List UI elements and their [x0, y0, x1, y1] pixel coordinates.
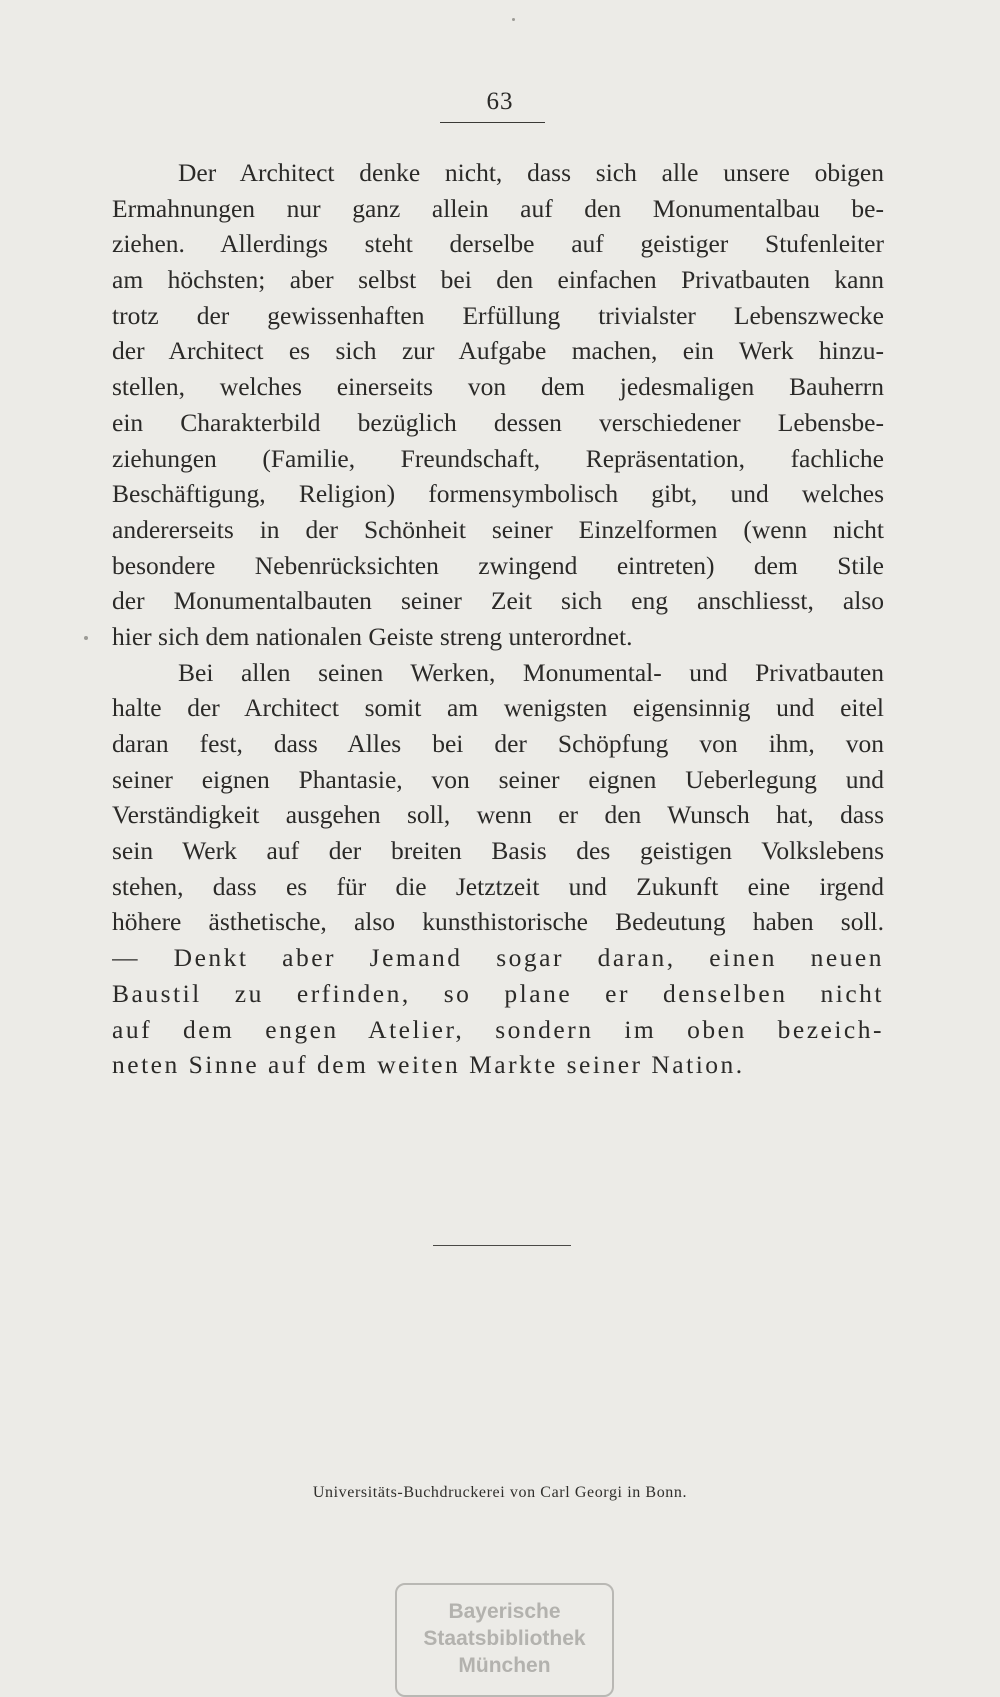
stamp-line: Bayerische: [448, 1600, 561, 1623]
spaced-text-line: auf dem engen Atelier, sondern im oben bezeich-: [112, 1014, 884, 1044]
body-text: [112, 155, 884, 1083]
printer-imprint: Universitäts-Buchdruckerei von Carl Georgi in Bonn.: [312, 1484, 688, 1501]
text-line: trotz der gewissenhaften Erfüllung trivialster Lebenszwecke: [112, 300, 884, 330]
stamp-line: Staatsbibliothek: [423, 1627, 586, 1650]
page-number-rule: [440, 122, 545, 123]
text-line: Ermahnungen nur ganz allein auf den Monumentalbau be-: [112, 193, 884, 223]
stamp-line: München: [458, 1654, 551, 1677]
paper-speck: [512, 18, 515, 21]
text-line: sein Werk auf der breiten Basis des geistigen Volkslebens: [112, 836, 884, 866]
text-line: Beschäftigung, Religion) formensymbolisch gibt, und welches: [112, 479, 884, 509]
text-line: seiner eignen Phantasie, von seiner eignen Ueberlegung und: [112, 764, 884, 794]
text-line: ein Charakterbild bezüglich dessen verschiedener Lebensbe-: [112, 407, 884, 437]
text-line: der Monumentalbauten seiner Zeit sich eng anschliesst, also: [112, 586, 884, 616]
spaced-text-line: — Denkt aber Jemand sogar daran, einen neuen: [112, 943, 884, 973]
text-line: der Architect es sich zur Aufgabe machen, ein Werk hinzu-: [112, 336, 884, 366]
text-line: Der Architect denke nicht, dass sich alle unsere obigen: [178, 158, 884, 187]
text-line: halte der Architect somit am wenigsten eigensinnig und eitel: [112, 693, 884, 723]
text-line: stehen, dass es für die Jetztzeit und Zukunft eine irgend: [112, 871, 884, 901]
text-line: Bei allen seinen Werken, Monumental- und Privatbauten: [178, 657, 884, 687]
page-number: 63: [486, 88, 514, 115]
text-line: am höchsten; aber selbst bei den einfachen Privatbauten kann: [112, 265, 884, 295]
text-line: besondere Nebenrücksichten zwingend eintreten) dem Stile: [112, 550, 884, 580]
text-line: ziehungen (Familie, Freundschaft, Repräsentation, fachliche: [112, 443, 884, 473]
paper-speck: [84, 636, 88, 640]
text-line: ziehen. Allerdings steht derselbe auf geistiger Stufenleiter: [112, 229, 884, 259]
text-line: stellen, welches einerseits von dem jedesmaligen Bauherrn: [112, 372, 884, 402]
text-line: daran fest, dass Alles bei der Schöpfung von ihm, von: [112, 729, 884, 758]
text-line: Verständigkeit ausgehen soll, wenn er den Wunsch hat, dass: [112, 800, 884, 830]
spaced-text-line: neten Sinne auf dem weiten Markte seiner Nation.: [112, 1050, 745, 1080]
spaced-text-line: Baustil zu erfinden, so plane er denselben nicht: [112, 978, 884, 1008]
text-line: hier sich dem nationalen Geiste streng unterordnet.: [112, 621, 633, 651]
text-line: andererseits in der Schönheit seiner Einzelformen (wenn nicht: [112, 514, 884, 544]
text-line: höhere ästhetische, also kunsthistorische Bedeutung haben soll.: [112, 907, 884, 937]
library-stamp: [395, 1583, 614, 1697]
end-rule: [433, 1245, 571, 1246]
